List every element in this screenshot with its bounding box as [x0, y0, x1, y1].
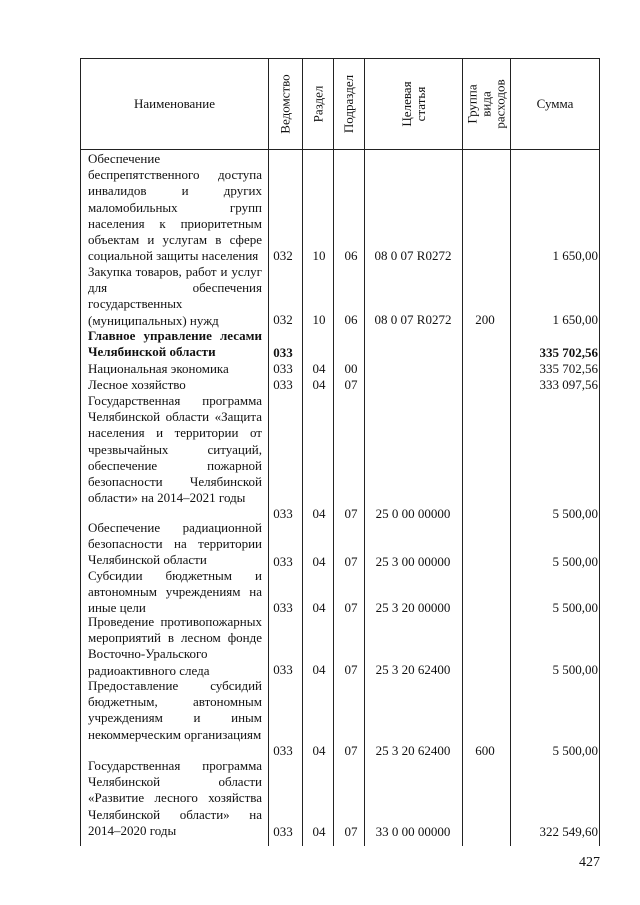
row-razdel: 04	[312, 600, 326, 615]
row-podrazdel: 07	[344, 506, 358, 521]
col-border	[462, 58, 463, 846]
row-gruppa: 600	[475, 743, 495, 758]
row-name: Субсидии бюджетным и автономным учреждениям на иные цели	[88, 568, 262, 616]
row-celevaya: 08 0 07 R0272	[374, 312, 452, 327]
row-vedomstvo: 032	[273, 312, 293, 327]
row-summa: 1 650,00	[552, 248, 598, 263]
row-razdel: 10	[312, 312, 326, 327]
row-razdel: 04	[312, 824, 326, 839]
header-gruppa	[463, 59, 510, 149]
col-border	[599, 58, 600, 846]
row-name: Государственная программа Челябинской области «Защита населения и территории от чрезвычайных ситуаций, обеспечение пожарной безопасности Челябинской области» на 2014–2021 годы	[88, 393, 262, 506]
row-razdel: 04	[312, 743, 326, 758]
header-celevaya-label: Целевая статья	[398, 81, 428, 127]
row-vedomstvo: 033	[273, 554, 293, 569]
row-podrazdel: 00	[344, 361, 358, 376]
header-razdel-label: Раздел	[310, 85, 325, 123]
row-name: Национальная экономика	[88, 361, 229, 376]
row-celevaya: 33 0 00 00000	[375, 824, 451, 839]
header-name-label: Наименование	[134, 96, 215, 111]
col-border	[364, 58, 365, 846]
row-name: Закупка товаров, работ и услуг для обеспечения государственных (муниципальных) нужд	[88, 264, 262, 328]
row-summa: 5 500,00	[552, 506, 598, 521]
row-podrazdel: 07	[344, 824, 358, 839]
row-name: Проведение противопожарных мероприятий в лесном фонде Восточно-Уральского радиоактивного следа	[88, 614, 262, 678]
header-podrazdel-label: Подраздел	[341, 74, 357, 134]
row-razdel: 04	[312, 361, 326, 376]
row-name: Государственная программа Челябинской области «Развитие лесного хозяйства Челябинской области» на 2014–2020 годы	[88, 758, 262, 838]
row-podrazdel: 07	[344, 743, 358, 758]
row-summa: 5 500,00	[552, 743, 598, 758]
header-celevaya	[365, 59, 462, 149]
row-celevaya: 25 0 00 00000	[375, 506, 451, 521]
row-celevaya: 25 3 00 00000	[375, 554, 451, 569]
row-razdel: 04	[312, 377, 326, 392]
row-vedomstvo: 033	[273, 377, 293, 392]
row-podrazdel: 07	[344, 554, 358, 569]
row-podrazdel: 07	[344, 377, 358, 392]
header-summa-label: Сумма	[536, 96, 574, 111]
col-border	[302, 58, 303, 846]
row-razdel: 04	[312, 506, 326, 521]
row-celevaya: 25 3 20 00000	[375, 600, 451, 615]
header-podrazdel	[334, 59, 364, 149]
page-number: 427	[579, 855, 600, 870]
row-summa: 5 500,00	[552, 600, 598, 615]
row-podrazdel: 07	[344, 600, 358, 615]
row-summa: 1 650,00	[552, 312, 598, 327]
row-celevaya: 25 3 20 62400	[375, 662, 451, 677]
row-podrazdel: 07	[344, 662, 358, 677]
row-summa: 5 500,00	[552, 554, 598, 569]
row-razdel: 04	[312, 662, 326, 677]
row-name: Обеспечение беспрепятственного доступа инвалидов и других маломобильных групп населения к приоритетным объектам и услугам в сфере социальной защиты населения	[88, 151, 262, 264]
col-border	[510, 58, 511, 846]
row-razdel: 10	[312, 248, 326, 263]
row-name: Обеспечение радиационной безопасности на территории Челябинской области	[88, 520, 262, 568]
header-razdel	[303, 59, 333, 149]
col-border	[80, 58, 81, 846]
row-vedomstvo: 033	[273, 662, 293, 677]
header-name	[81, 59, 268, 149]
col-border	[268, 58, 269, 846]
header-gruppa-label: Группа вида расходов	[464, 79, 508, 129]
row-vedomstvo: 033	[273, 600, 293, 615]
row-celevaya: 08 0 07 R0272	[374, 248, 452, 263]
row-name: Лесное хозяйство	[88, 377, 186, 392]
row-vedomstvo: 033	[273, 506, 293, 521]
header-summa	[511, 59, 599, 149]
row-summa: 5 500,00	[552, 662, 598, 677]
row-razdel: 04	[312, 554, 326, 569]
row-name: Главное управление лесами Челябинской области	[88, 328, 262, 360]
row-name: Предоставление субсидий бюджетным, автономным учреждениям и иным некоммерческим организациям	[88, 678, 262, 742]
row-podrazdel: 06	[344, 248, 358, 263]
row-vedomstvo: 033	[273, 361, 293, 376]
row-vedomstvo: 032	[273, 248, 293, 263]
header-vedomstvo	[269, 59, 302, 149]
row-vedomstvo: 033	[273, 743, 293, 758]
row-vedomstvo: 033	[273, 345, 293, 360]
header-vedomstvo-label: Ведомство	[277, 74, 293, 134]
row-celevaya: 25 3 20 62400	[375, 743, 451, 758]
row-summa: 335 702,56	[539, 345, 598, 360]
col-border	[333, 58, 334, 846]
header-bottom-border	[80, 149, 600, 150]
row-summa: 322 549,60	[539, 824, 598, 839]
row-vedomstvo: 033	[273, 824, 293, 839]
row-summa: 333 097,56	[539, 377, 598, 392]
row-podrazdel: 06	[344, 312, 358, 327]
row-summa: 335 702,56	[539, 361, 598, 376]
row-gruppa: 200	[475, 312, 495, 327]
